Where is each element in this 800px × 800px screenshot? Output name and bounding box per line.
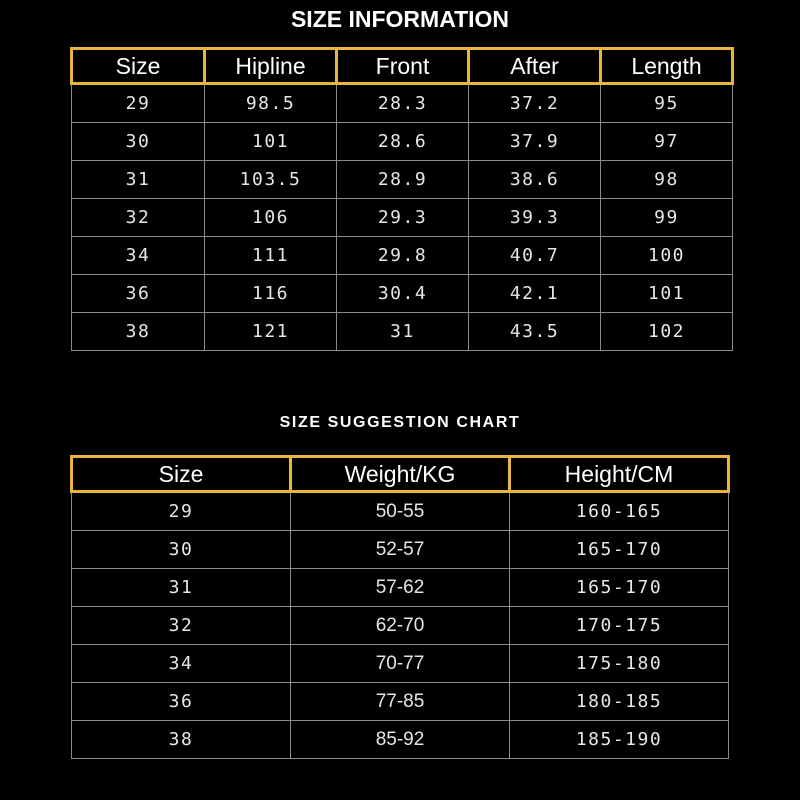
table-row <box>72 492 729 531</box>
table-cell: 99 <box>601 199 733 237</box>
table-row <box>72 645 729 683</box>
table-cell: 98 <box>601 161 733 199</box>
table-cell: 185-190 <box>510 721 729 759</box>
table-cell: 85-92 <box>291 721 510 759</box>
column-header-length: Length <box>601 49 733 84</box>
table-cell: 101 <box>205 123 337 161</box>
table-cell: 38 <box>72 313 205 351</box>
size-suggestion-title: SIZE SUGGESTION CHART <box>279 414 521 431</box>
table-cell: 30 <box>72 123 205 161</box>
table-cell: 38 <box>72 721 291 759</box>
table-cell: 28.9 <box>337 161 469 199</box>
table-row <box>72 313 733 351</box>
table-row <box>72 607 729 645</box>
table-cell: 39.3 <box>469 199 601 237</box>
table-cell: 32 <box>72 199 205 237</box>
table-cell: 30.4 <box>337 275 469 313</box>
column-header-front: Front <box>337 49 469 84</box>
table-header-row <box>72 49 733 84</box>
table-cell: 57-62 <box>291 569 510 607</box>
table-cell: 34 <box>72 645 291 683</box>
table-cell: 106 <box>205 199 337 237</box>
table-cell: 165-170 <box>510 531 729 569</box>
table-cell: 121 <box>205 313 337 351</box>
table-cell: 62-70 <box>291 607 510 645</box>
table-cell: 28.6 <box>337 123 469 161</box>
table-cell: 97 <box>601 123 733 161</box>
table-row <box>72 84 733 123</box>
column-header-height: Height/CM <box>510 457 729 492</box>
table-cell: 103.5 <box>205 161 337 199</box>
table-cell: 30 <box>72 531 291 569</box>
table-cell: 70-77 <box>291 645 510 683</box>
table-cell: 175-180 <box>510 645 729 683</box>
table-cell: 170-175 <box>510 607 729 645</box>
table-cell: 29.3 <box>337 199 469 237</box>
table-row <box>72 569 729 607</box>
table-row <box>72 237 733 275</box>
column-header-weight: Weight/KG <box>291 457 510 492</box>
size-suggestion-table <box>70 455 730 759</box>
table-header-row <box>72 457 729 492</box>
table-cell: 95 <box>601 84 733 123</box>
table-row <box>72 683 729 721</box>
table-cell: 77-85 <box>291 683 510 721</box>
table-cell: 160-165 <box>510 492 729 531</box>
table-cell: 28.3 <box>337 84 469 123</box>
table-cell: 101 <box>601 275 733 313</box>
table-cell: 31 <box>337 313 469 351</box>
table-row <box>72 161 733 199</box>
table-cell: 36 <box>72 275 205 313</box>
table-cell: 29.8 <box>337 237 469 275</box>
table-cell: 50-55 <box>291 492 510 531</box>
table-row <box>72 531 729 569</box>
table-cell: 31 <box>72 569 291 607</box>
table-cell: 34 <box>72 237 205 275</box>
table-cell: 98.5 <box>205 84 337 123</box>
table-cell: 38.6 <box>469 161 601 199</box>
table-cell: 42.1 <box>469 275 601 313</box>
table-cell: 116 <box>205 275 337 313</box>
table-row <box>72 721 729 759</box>
column-header-hipline: Hipline <box>205 49 337 84</box>
table-row <box>72 123 733 161</box>
table-cell: 29 <box>72 84 205 123</box>
table-cell: 31 <box>72 161 205 199</box>
table-cell: 111 <box>205 237 337 275</box>
table-cell: 29 <box>72 492 291 531</box>
size-information-table <box>70 47 734 351</box>
column-header-size: Size <box>72 49 205 84</box>
table-cell: 43.5 <box>469 313 601 351</box>
table-row <box>72 275 733 313</box>
column-header-size: Size <box>72 457 291 492</box>
table-cell: 52-57 <box>291 531 510 569</box>
table-cell: 165-170 <box>510 569 729 607</box>
table-cell: 37.9 <box>469 123 601 161</box>
table-cell: 40.7 <box>469 237 601 275</box>
table-cell: 100 <box>601 237 733 275</box>
table-cell: 32 <box>72 607 291 645</box>
column-header-after: After <box>469 49 601 84</box>
table-cell: 102 <box>601 313 733 351</box>
table-cell: 180-185 <box>510 683 729 721</box>
table-row <box>72 199 733 237</box>
table-cell: 37.2 <box>469 84 601 123</box>
size-information-title: SIZE INFORMATION <box>290 6 510 32</box>
table-cell: 36 <box>72 683 291 721</box>
